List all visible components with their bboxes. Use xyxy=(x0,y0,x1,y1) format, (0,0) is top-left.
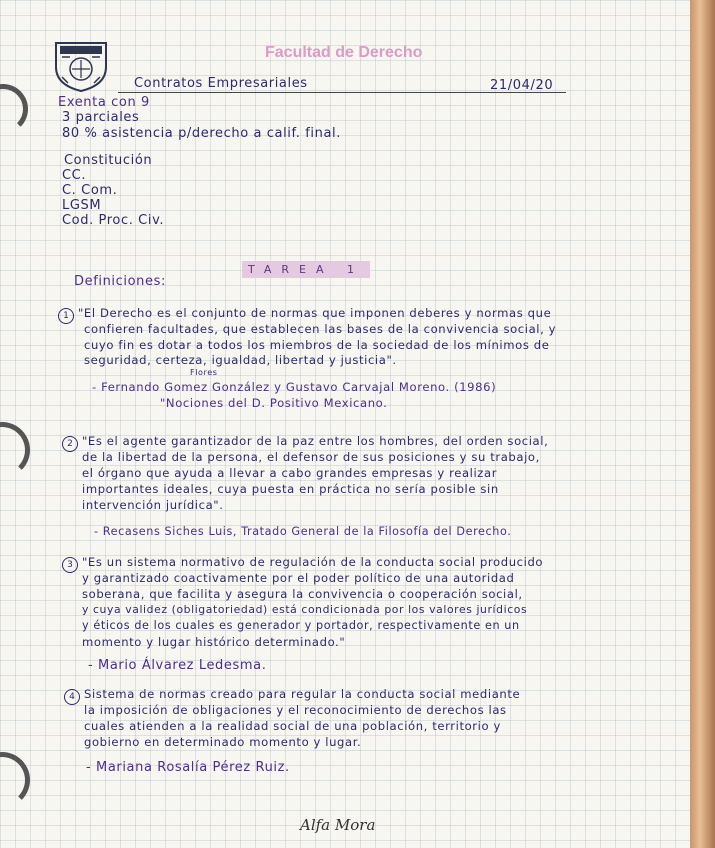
section-label: Definiciones: xyxy=(74,274,166,289)
binder-ring-2 xyxy=(0,422,30,478)
note-line-3: 80 % asistencia p/derecho a calif. final. xyxy=(62,126,341,141)
definition-1-author-note: Flores xyxy=(190,368,218,377)
note-line-2: 3 parciales xyxy=(62,110,140,125)
definition-4-line-1: Sistema de normas creado para regular la conducta social mediante xyxy=(84,687,521,701)
definition-4-line-4: gobierno en determinado momento y lugar. xyxy=(84,735,362,749)
signature: Alfa Mora xyxy=(300,816,376,834)
law-ccom: C. Com. xyxy=(62,183,118,198)
definition-2-line-3: el órgano que ayuda a llevar a cabo grandes empresas y realizar xyxy=(82,466,498,480)
definition-1-line-3: cuyo fin es dotar a todos los miembros de la sociedad de los mínimos de xyxy=(84,338,550,352)
law-cod-proc-civ: Cod. Proc. Civ. xyxy=(62,213,165,228)
law-constitucion: Constitución xyxy=(64,153,153,168)
definition-1-author: - Fernando Gomez González y Gustavo Carvajal Moreno. (1986) xyxy=(92,380,497,394)
binder-ring-3 xyxy=(0,752,30,808)
law-lgsm: LGSM xyxy=(62,198,102,213)
subject-title: Contratos Empresariales xyxy=(134,76,308,91)
definition-3-author: - Mario Álvarez Ledesma. xyxy=(88,658,267,673)
date: 21/04/20 xyxy=(490,78,554,93)
definition-2-number: 2 xyxy=(62,436,78,452)
definition-4-line-3: cuales atienden a la realidad social de una población, territorio y xyxy=(84,719,501,733)
faculty-crest-icon xyxy=(50,37,112,93)
definition-3-line-1: "Es un sistema normativo de regulación de la conducta social producido xyxy=(82,555,544,569)
definition-1-line-4: seguridad, certeza, igualdad, libertad y justicia". xyxy=(84,353,397,367)
binder-edge xyxy=(690,0,715,848)
definition-3-line-4: y cuya validez (obligatoriedad) está condicionada por los valores jurídicos xyxy=(82,603,528,616)
binder-ring-1 xyxy=(0,84,28,134)
definition-3-line-6: momento y lugar histórico determinado." xyxy=(82,635,346,649)
definition-2-line-5: intervención jurídica". xyxy=(82,498,224,512)
assignment-title: TAREA 1 xyxy=(242,261,370,278)
definition-2-line-4: importantes ideales, cuya puesta en práctica no sería posible sin xyxy=(82,482,499,496)
definition-3-line-2: y garantizado coactivamente por el poder político de una autoridad xyxy=(82,571,515,585)
definition-3-line-5: y éticos de los cuales es generador y portador, respectivamente en un xyxy=(82,619,520,632)
definition-1-source: "Nociones del D. Positivo Mexicano. xyxy=(160,396,388,410)
faculty-title: Facultad de Derecho xyxy=(265,44,423,61)
definition-3-number: 3 xyxy=(62,557,78,573)
definition-2-author: - Recasens Siches Luis, Tratado General de la Filosofía del Derecho. xyxy=(94,525,512,538)
definition-4-number: 4 xyxy=(64,689,80,705)
definition-4-author: - Mariana Rosalía Pérez Ruiz. xyxy=(86,760,290,775)
definition-1-line-2: confieren facultades, que establecen las bases de la convivencia social, y xyxy=(84,322,557,336)
law-cc: CC. xyxy=(62,168,87,183)
definition-3-line-3: soberana, que facilita y asegura la convivencia o cooperación social, xyxy=(82,587,523,601)
definition-2-line-1: "Es el agente garantizador de la paz entre los hombres, del orden social, xyxy=(82,434,549,448)
note-line-1: Exenta con 9 xyxy=(58,95,150,110)
definition-4-line-2: la imposición de obligaciones y el reconocimiento de derechos las xyxy=(84,703,507,717)
definition-1-line-1: "El Derecho es el conjunto de normas que imponen deberes y normas que xyxy=(78,306,552,320)
definition-2-line-2: de la libertad de la persona, el defensor de sus posiciones y su trabajo, xyxy=(82,450,540,464)
definition-1-number: 1 xyxy=(58,308,74,324)
